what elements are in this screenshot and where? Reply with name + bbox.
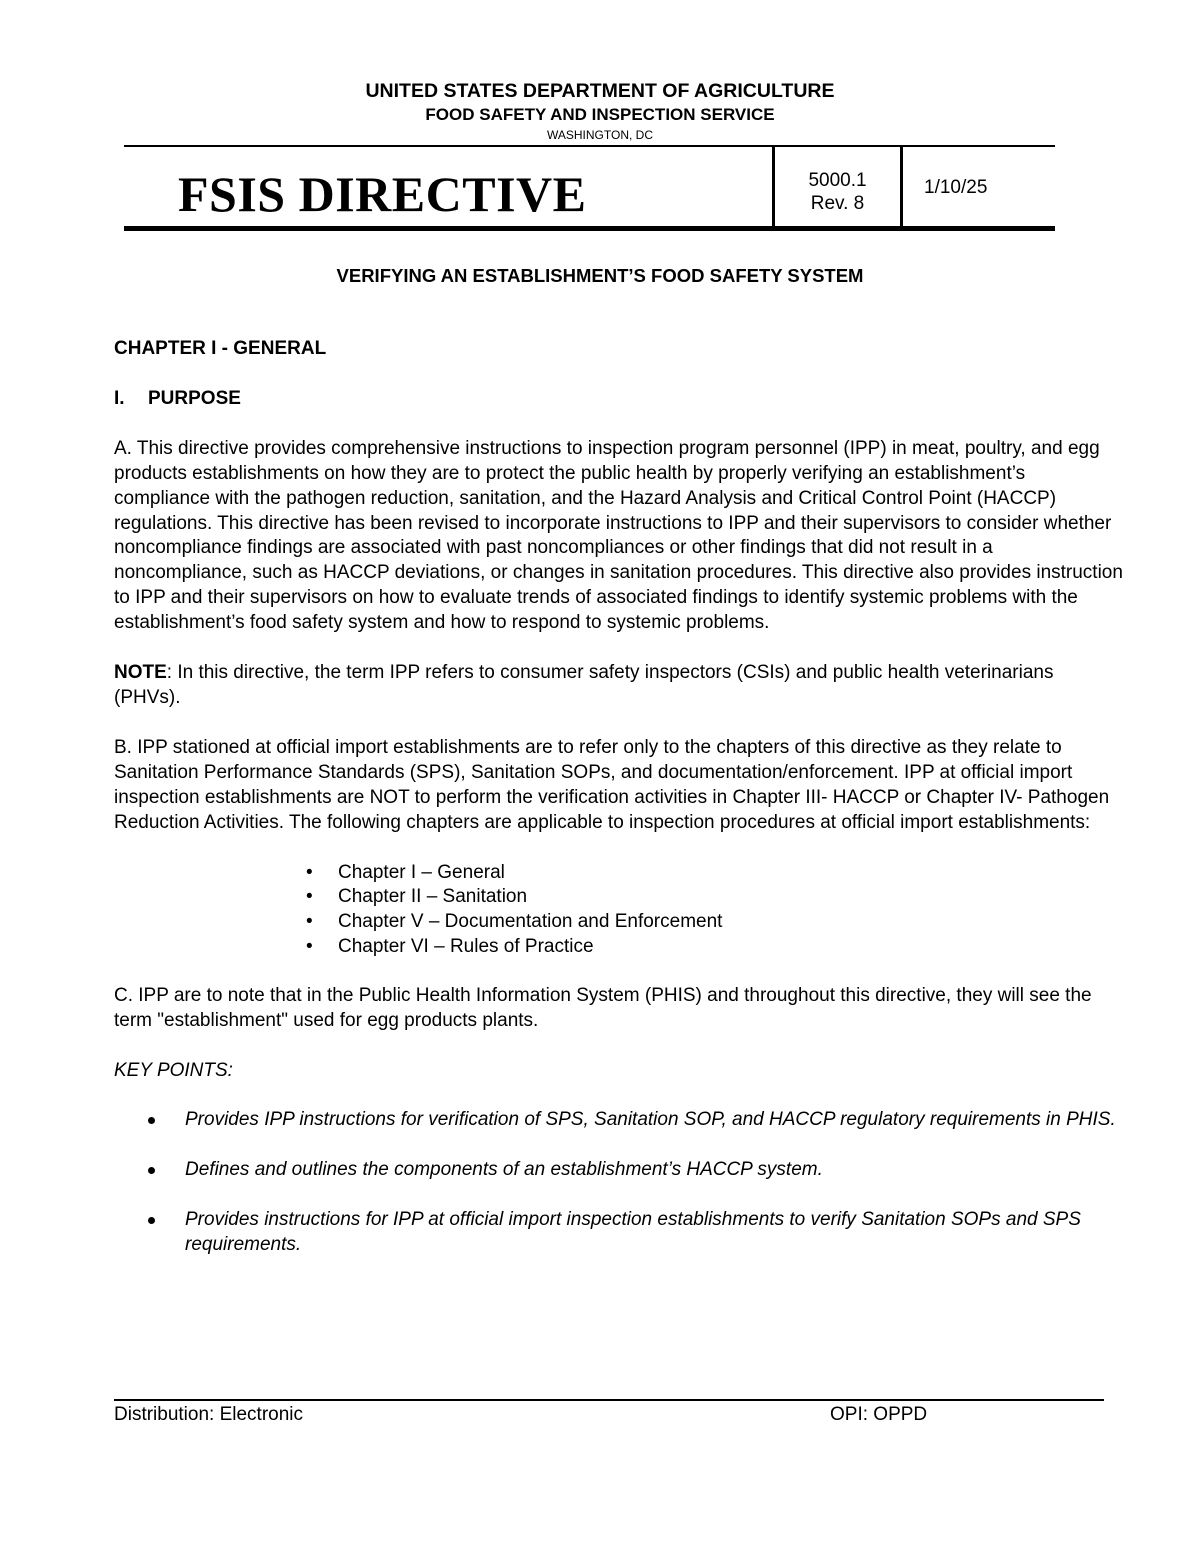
key-points-heading: KEY POINTS: bbox=[114, 1059, 233, 1081]
paragraph-b: B. IPP stationed at official import establishments are to refer only to the chapters of this directive as they relate to Sanitation Performance Standards (SPS), Sanitation SOPs, and documentation/enforcement. IPP at official import inspection establishments are NOT to perform the verification activities in Chapter III- HACCP or Chapter IV- Pathogen Reduction Activities. The following chapters are applicable to inspection procedures at official import establishments: bbox=[114, 736, 1110, 833]
note-text: : In this directive, the term IPP refers to consumer safety inspectors (CSIs) and public health veterinarians (PHVs). bbox=[114, 662, 1054, 708]
chapter-list bbox=[114, 861, 1124, 961]
directive-title: FSIS DIRECTIVE bbox=[178, 166, 587, 222]
paragraph-c: C. IPP are to note that in the Public Health Information System (PHIS) and throughout this directive, they will see the term "establishment" used for egg products plants. bbox=[114, 985, 1092, 1032]
list-item bbox=[114, 885, 1124, 910]
paragraph-a: A. This directive provides comprehensive instructions to inspection program personnel (IPP) in meat, poultry, and egg products establishments on how they are to protect the public health by properly verifying an establishment’s compliance with the pathogen reduction, sanitation, and the Hazard Analysis and Critical Control Point (HACCP) regulations. This directive has been revised to incorporate instructions to IPP and their supervisors to consider whether noncompliance findings are associated with past noncompliances or other findings that did not result in a noncompliance, such as HACCP deviations, or changes in sanitation procedures. This directive also provides instruction to IPP and their supervisors on how to evaluate trends of associated findings to identify systemic problems with the establishment’s food safety system and how to respond to systemic problems. bbox=[114, 437, 1123, 634]
service-name: FOOD SAFETY AND INSPECTION SERVICE bbox=[425, 105, 775, 124]
divider bbox=[900, 147, 903, 226]
list-item bbox=[114, 910, 1124, 935]
directive-revision: Rev. 8 bbox=[810, 193, 865, 214]
footer-distribution: Distribution: Electronic bbox=[114, 1404, 304, 1425]
list-item-text: Chapter VI – Rules of Practice bbox=[338, 936, 594, 958]
location: WASHINGTON, DC bbox=[546, 128, 653, 142]
key-point-text: Provides IPP instructions for verification of SPS, Sanitation SOP, and HACCP regulatory requirements in PHIS. bbox=[185, 1108, 1116, 1130]
list-item-text: Chapter I – General bbox=[338, 861, 505, 883]
section-number: I. bbox=[114, 387, 125, 409]
key-point-item bbox=[114, 1208, 1124, 1258]
note-label: NOTE bbox=[114, 662, 167, 684]
bullet-dot-icon bbox=[148, 1117, 155, 1124]
bullet-dot-icon bbox=[148, 1167, 155, 1174]
section-title: PURPOSE bbox=[148, 387, 241, 409]
chapter-heading: CHAPTER I - GENERAL bbox=[114, 338, 327, 359]
bullet-icon: • bbox=[306, 936, 313, 958]
key-point-text: Provides instructions for IPP at official import inspection establishments to verify Sanitation SOPs and SPS requirements. bbox=[185, 1208, 1081, 1255]
bullet-icon: • bbox=[306, 861, 313, 883]
directive-title-box bbox=[124, 145, 1055, 231]
bullet-icon: • bbox=[306, 911, 313, 933]
footer-rule bbox=[114, 1399, 1104, 1401]
list-item bbox=[114, 861, 1124, 886]
directive-date: 1/10/25 bbox=[924, 177, 988, 198]
key-point-item bbox=[114, 1158, 1124, 1183]
document-body bbox=[114, 337, 1124, 1282]
bullet-dot-icon bbox=[148, 1217, 155, 1224]
note-paragraph bbox=[114, 661, 1124, 711]
document-title: VERIFYING AN ESTABLISHMENT’S FOOD SAFETY SYSTEM bbox=[336, 265, 864, 286]
directive-number-value: 5000.1 bbox=[808, 170, 867, 191]
key-point-text: Defines and outlines the components of an establishment’s HACCP system. bbox=[185, 1158, 823, 1180]
directive-number bbox=[775, 169, 900, 215]
list-item-text: Chapter II – Sanitation bbox=[338, 886, 528, 908]
bullet-icon: • bbox=[306, 886, 313, 908]
section-heading bbox=[114, 387, 1124, 412]
list-item bbox=[114, 935, 1124, 960]
footer-opi: OPI: OPPD bbox=[830, 1404, 928, 1425]
key-points-list bbox=[114, 1108, 1124, 1258]
agency-name: UNITED STATES DEPARTMENT OF AGRICULTURE bbox=[365, 80, 835, 102]
list-item-text: Chapter V – Documentation and Enforcement bbox=[338, 911, 723, 933]
key-point-item bbox=[114, 1108, 1124, 1133]
